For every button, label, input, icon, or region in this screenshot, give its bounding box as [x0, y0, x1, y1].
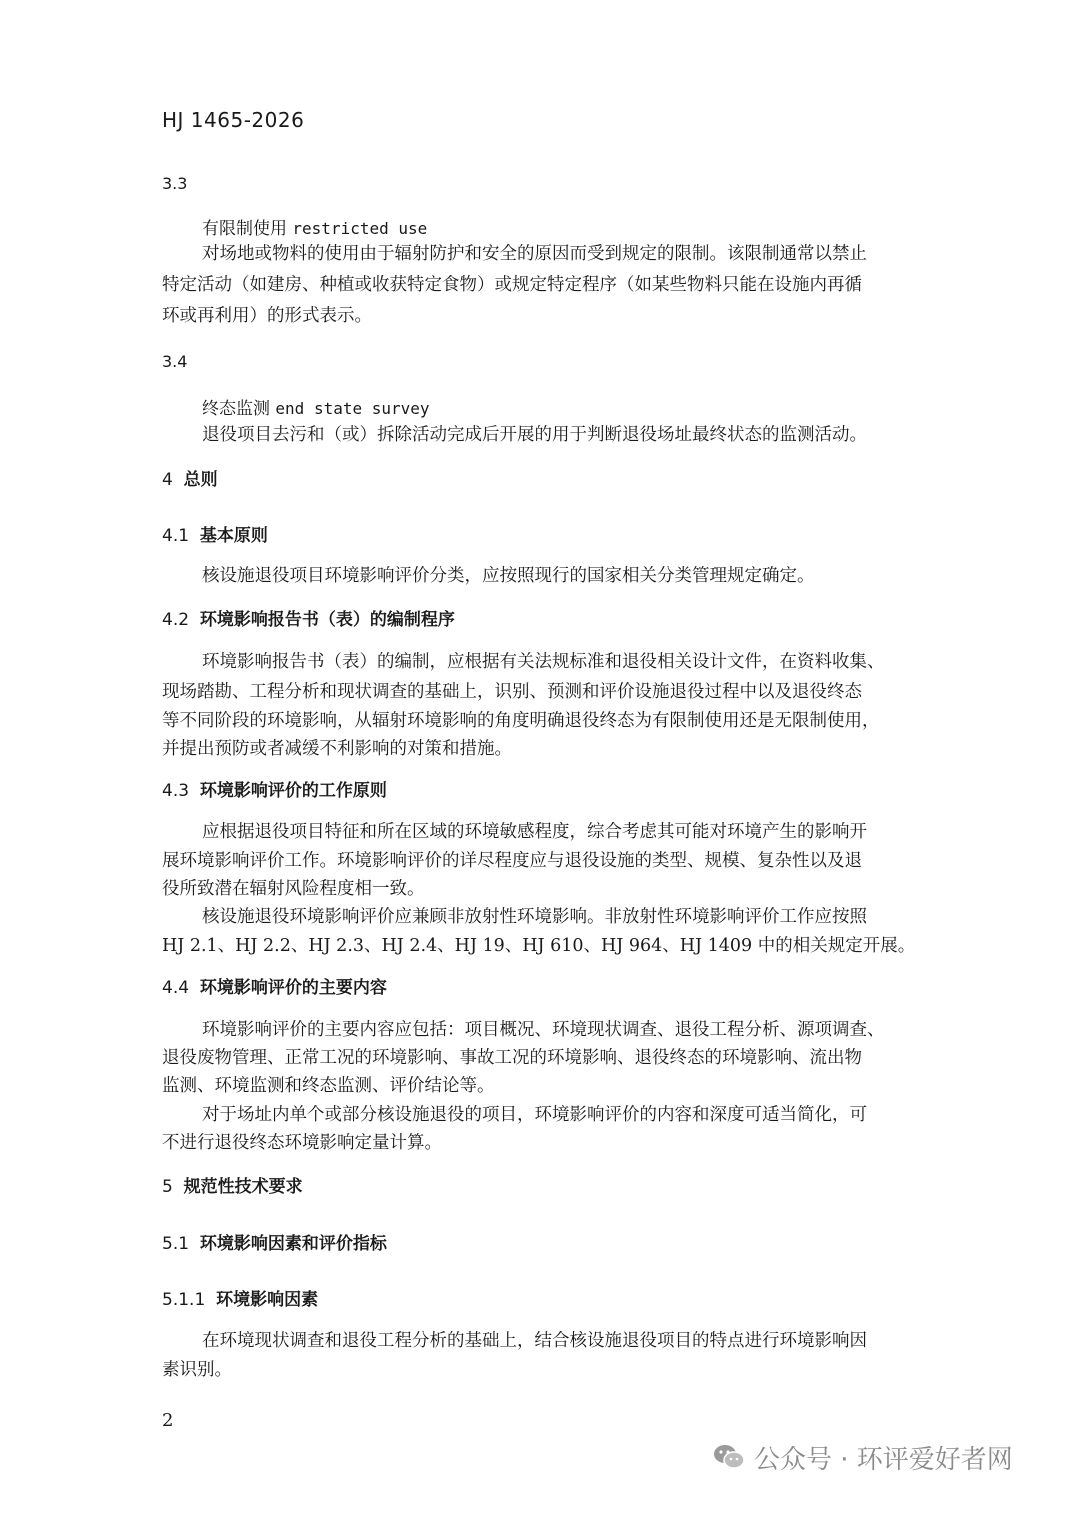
standard-code: HJ 1465-2026 [162, 108, 305, 132]
paragraph-line: 对场地或物料的使用由于辐射防护和安全的原因而受到规定的限制。该限制通常以禁止 [202, 244, 867, 264]
section-number: 4.4 [162, 978, 190, 998]
paragraph-line: 现场踏勘、工程分析和现状调查的基础上，识别、预测和评价设施退役过程中以及退役终态 [162, 682, 862, 702]
clause-number-3-3: 3.3 [162, 174, 188, 193]
section-title: 环境影响报告书（表）的编制程序 [199, 610, 455, 630]
section-number: 4 [162, 470, 173, 490]
section-title: 环境影响因素和评价指标 [199, 1234, 387, 1254]
section-number: 5.1 [162, 1234, 190, 1254]
term-en: end state survey [275, 399, 430, 418]
paragraph-line: 环或再利用）的形式表示。 [162, 306, 372, 326]
paragraph-line: 对于场址内单个或部分核设施退役的项目，环境影响评价的内容和深度可适当简化，可 [202, 1105, 867, 1125]
section-title: 规范性技术要求 [183, 1177, 303, 1197]
paragraph-line: HJ 2.1、HJ 2.2、HJ 2.3、HJ 2.4、HJ 19、HJ 610、HJ 964、HJ 1409 中的相关规定开展。 [162, 936, 916, 956]
paragraph-line: 退役项目去污和（或）拆除活动完成后开展的用于判断退役场址最终状态的监测活动。 [202, 425, 867, 445]
section-heading-5-1-1 [162, 1285, 318, 1310]
section-heading-4-2 [162, 605, 455, 630]
clause-number-3-4: 3.4 [162, 352, 188, 371]
section-title: 总则 [183, 470, 218, 490]
section-heading-4 [162, 465, 218, 490]
term-zh: 终态监测 [202, 399, 270, 419]
section-heading-5 [162, 1172, 303, 1197]
section-heading-4-4 [162, 973, 387, 998]
paragraph-line: 在环境现状调查和退役工程分析的基础上，结合核设施退役项目的特点进行环境影响因 [202, 1331, 867, 1351]
section-heading-5-1 [162, 1229, 387, 1254]
section-number: 4.3 [162, 781, 190, 801]
paragraph-line: 核设施退役项目环境影响评价分类，应按照现行的国家相关分类管理规定确定。 [202, 566, 815, 586]
term-restricted-use [202, 214, 427, 239]
section-title: 环境影响评价的工作原则 [199, 781, 387, 801]
paragraph-line: 素识别。 [162, 1360, 232, 1380]
term-en: restricted use [292, 219, 428, 238]
section-heading-4-1 [162, 521, 268, 546]
section-heading-4-3 [162, 776, 387, 801]
section-title: 环境影响评价的主要内容 [199, 978, 387, 998]
section-title: 环境影响因素 [216, 1290, 319, 1310]
paragraph-line: 不进行退役终态环境影响定量计算。 [162, 1133, 442, 1153]
paragraph-line: 展环境影响评价工作。环境影响评价的详尽程度应与退役设施的类型、规模、复杂性以及退 [162, 851, 862, 871]
paragraph-line: 监测、环境监测和终态监测、评价结论等。 [162, 1076, 495, 1096]
page-number: 2 [162, 1410, 174, 1431]
section-number: 4.2 [162, 610, 190, 630]
paragraph-line: 核设施退役环境影响评价应兼顾非放射性环境影响。非放射性环境影响评价工作应按照 [202, 907, 867, 927]
paragraph-line: 特定活动（如建房、种植或收获特定食物）或规定特定程序（如某些物料只能在设施内再循 [162, 275, 862, 295]
term-zh: 有限制使用 [202, 219, 287, 239]
watermark-text: 公众号 · 环评爱好者网 [754, 1444, 1013, 1475]
paragraph-line: 并提出预防或者减缓不利影响的对策和措施。 [162, 739, 512, 759]
paragraph-line: 应根据退役项目特征和所在区域的环境敏感程度，综合考虑其可能对环境产生的影响开 [202, 822, 867, 842]
term-end-state-survey [202, 394, 430, 419]
paragraph-line: 等不同阶段的环境影响，从辐射环境影响的角度明确退役终态为有限制使用还是无限制使用， [162, 711, 880, 731]
section-title: 基本原则 [199, 526, 268, 546]
paragraph-line: 环境影响评价的主要内容应包括：项目概况、环境现状调查、退役工程分析、源项调查、 [202, 1020, 885, 1040]
watermark [712, 1437, 1013, 1477]
section-number: 5.1.1 [162, 1290, 206, 1310]
wechat-icon [712, 1442, 746, 1472]
paragraph-line: 退役废物管理、正常工况的环境影响、事故工况的环境影响、退役终态的环境影响、流出物 [162, 1048, 862, 1068]
section-number: 5 [162, 1177, 173, 1197]
paragraph-line: 役所致潜在辐射风险程度相一致。 [162, 879, 425, 899]
paragraph-line: 环境影响报告书（表）的编制，应根据有关法规标准和退役相关设计文件，在资料收集、 [202, 652, 885, 672]
section-number: 4.1 [162, 526, 190, 546]
